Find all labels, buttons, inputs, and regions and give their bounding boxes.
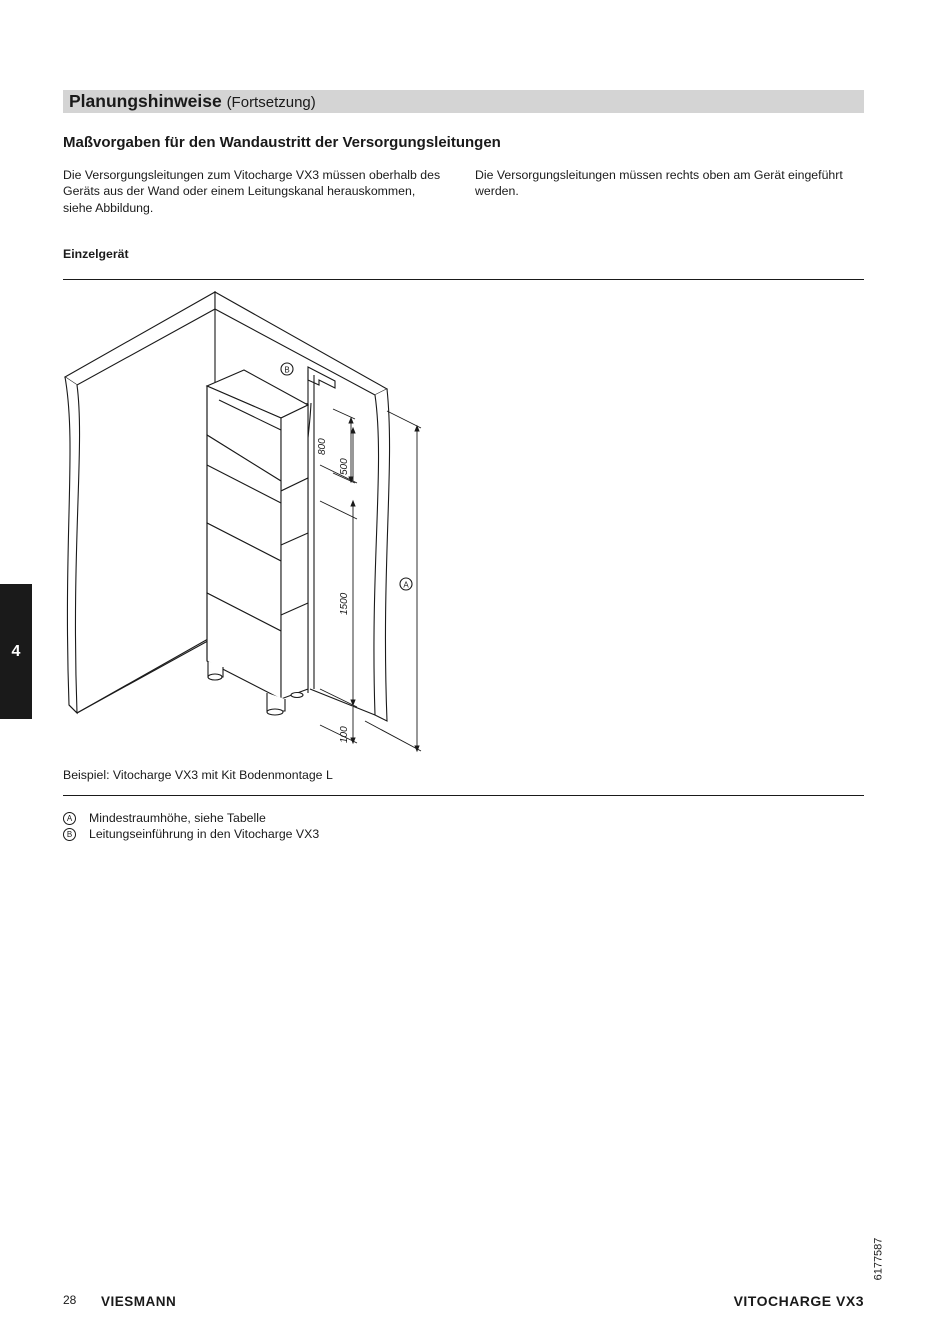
bottom-rule [63, 795, 864, 796]
svg-text:B: B [284, 365, 290, 375]
legend-item [63, 827, 319, 841]
legend-text: Mindestraumhöhe, siehe Tabelle [89, 811, 266, 825]
subheading: Einzelgerät [63, 247, 129, 261]
battery-device [207, 370, 308, 715]
brand-logo: VIESMANN [101, 1294, 177, 1309]
dimension-1500: 1500 [339, 592, 350, 615]
callout-a [400, 578, 412, 590]
left-paragraph: Die Versorgungsleitungen zum Vitocharge VX3 müssen oberhalb des Geräts aus der Wand oder einem Leitungskanal herauskommen, siehe Abbildung. [63, 168, 441, 215]
installation-figure [55, 285, 455, 760]
product-name: VITOCHARGE VX3 [733, 1293, 864, 1309]
legend-text: Leitungseinführung in den Vitocharge VX3 [89, 827, 320, 841]
chapter-tab: 4 [0, 584, 32, 719]
dimension-500: 500 [339, 458, 350, 475]
left-wall [65, 292, 215, 713]
top-rule [63, 279, 864, 280]
callout-b [281, 363, 293, 375]
figure-caption: Beispiel: Vitocharge VX3 mit Kit Bodenmontage L [63, 768, 333, 782]
document-number: 6177587 [872, 1237, 885, 1281]
dimension-800: 800 [317, 438, 328, 455]
section-title: Maßvorgaben für den Wandaustritt der Versorgungsleitungen [63, 134, 501, 151]
dimension-100: 100 [339, 726, 350, 743]
legend-key: B [63, 828, 76, 841]
page-title: Planungshinweise (Fortsetzung) [69, 91, 316, 111]
legend-key: A [63, 812, 76, 825]
right-paragraph: Die Versorgungsleitungen müssen rechts oben am Gerät eingeführt werden. [475, 168, 843, 199]
page-subtitle: (Fortsetzung) [226, 94, 316, 111]
svg-text:A: A [403, 580, 409, 590]
legend-item [63, 811, 266, 825]
header-bar [63, 90, 864, 113]
page-number: 28 [63, 1293, 77, 1307]
